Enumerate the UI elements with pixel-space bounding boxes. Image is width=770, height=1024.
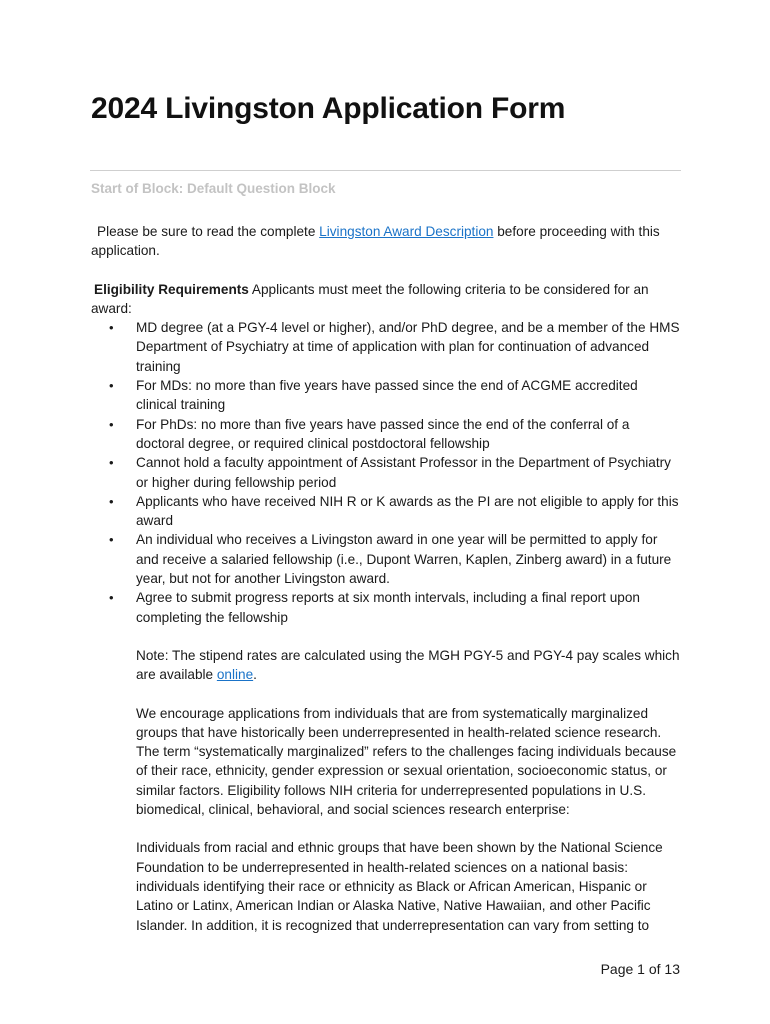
intro-text-after: before proceeding with this application.: [91, 224, 660, 259]
note-text-before: Note: The stipend rates are calculated using the MGH PGY-5 and PGY-4 pay scales which are available: [136, 647, 680, 683]
page-title: 2024 Livingston Application Form: [91, 92, 566, 125]
spacer: [91, 627, 681, 646]
award-description-link[interactable]: Livingston Award Description: [319, 224, 494, 239]
criteria-item: [109, 415, 681, 454]
intro-paragraph: [91, 222, 681, 261]
criteria-text: Agree to submit progress reports at six month intervals, including a final report upon completing the fellowship: [136, 590, 640, 625]
criteria-text: For PhDs: no more than five years have passed since the end of the conferral of a doctoral degree, or required clinical postdoctoral fellowship: [136, 416, 630, 451]
criteria-item: [109, 492, 681, 531]
document-body: [91, 222, 681, 935]
bullet: •: [109, 590, 114, 606]
marginalized-groups-paragraph: We encourage applications from individuals that are from systematically marginalized groups that have historically been underrepresented in health-related science research. The term “systematically marginalized” refers to the challenges facing individuals because of their race, ethnicity, gender expression or sexual orientation, socioeconomic status, or similar factors. Eligibility follows NIH criteria for underrepresented populations in U.S. biomedical, clinical, behavioral, and social sciences research enterprise:: [136, 705, 677, 818]
criteria-text: MD degree (at a PGY-4 level or higher), and/or PhD degree, and be a member of the HMS Department of Psychiatry at time of application with plan for continuation of advanced training: [136, 320, 680, 374]
criteria-item: [109, 530, 681, 588]
underrepresented-groups-paragraph: Individuals from racial and ethnic groups that have been shown by the National Science Foundation to be underrepresented in health-related sciences on a national basis: individuals identifying their race or ethnicity as Black or African American, Hispanic or Latino or Latinx, American Indian or Alaska Native, Native Hawaiian, and other Pacific Islander. In addition, it is recognized that underrepresentation can vary from setting to: [136, 840, 663, 933]
eligibility-text: Applicants must meet the following criteria to be considered for an award:: [91, 281, 649, 316]
bullet: •: [109, 532, 114, 548]
criteria-text: An individual who receives a Livingston award in one year will be permitted to apply for and receive a salaried fellowship (i.e., Dupont Warren, Kaplen, Zinberg award) in a future year, but not for another Livingston award.: [136, 532, 672, 587]
criteria-item: [109, 376, 681, 415]
stipend-note: [136, 646, 681, 685]
eligibility-paragraph: [91, 280, 681, 319]
bullet: •: [109, 493, 114, 509]
criteria-list: [91, 318, 681, 627]
note-text-after: .: [253, 667, 257, 683]
criteria-item: [109, 588, 681, 627]
bullet: •: [109, 378, 114, 394]
block-divider: [90, 170, 681, 171]
block-label: Start of Block: Default Question Block: [91, 181, 336, 196]
bullet: •: [109, 455, 114, 471]
criteria-item: [109, 453, 681, 492]
spacer: [91, 685, 681, 704]
spacer: [91, 819, 681, 838]
pay-scales-online-link[interactable]: online: [216, 667, 254, 683]
criteria-text: Cannot hold a faculty appointment of Assistant Professor in the Department of Psychiatry or higher during fellowship period: [136, 455, 671, 490]
intro-text-before: Please be sure to read the complete: [97, 224, 320, 239]
eligibility-heading: Eligibility Requirements: [94, 281, 249, 297]
criteria-text: For MDs: no more than five years have passed since the end of ACGME accredited clinical training: [136, 378, 638, 413]
criteria-item: [109, 318, 681, 376]
criteria-text: Applicants who have received NIH R or K awards as the PI are not eligible to apply for this award: [136, 493, 679, 529]
bullet: •: [109, 416, 114, 432]
page-number: Page 1 of 13: [600, 961, 680, 977]
bullet: •: [109, 320, 114, 336]
